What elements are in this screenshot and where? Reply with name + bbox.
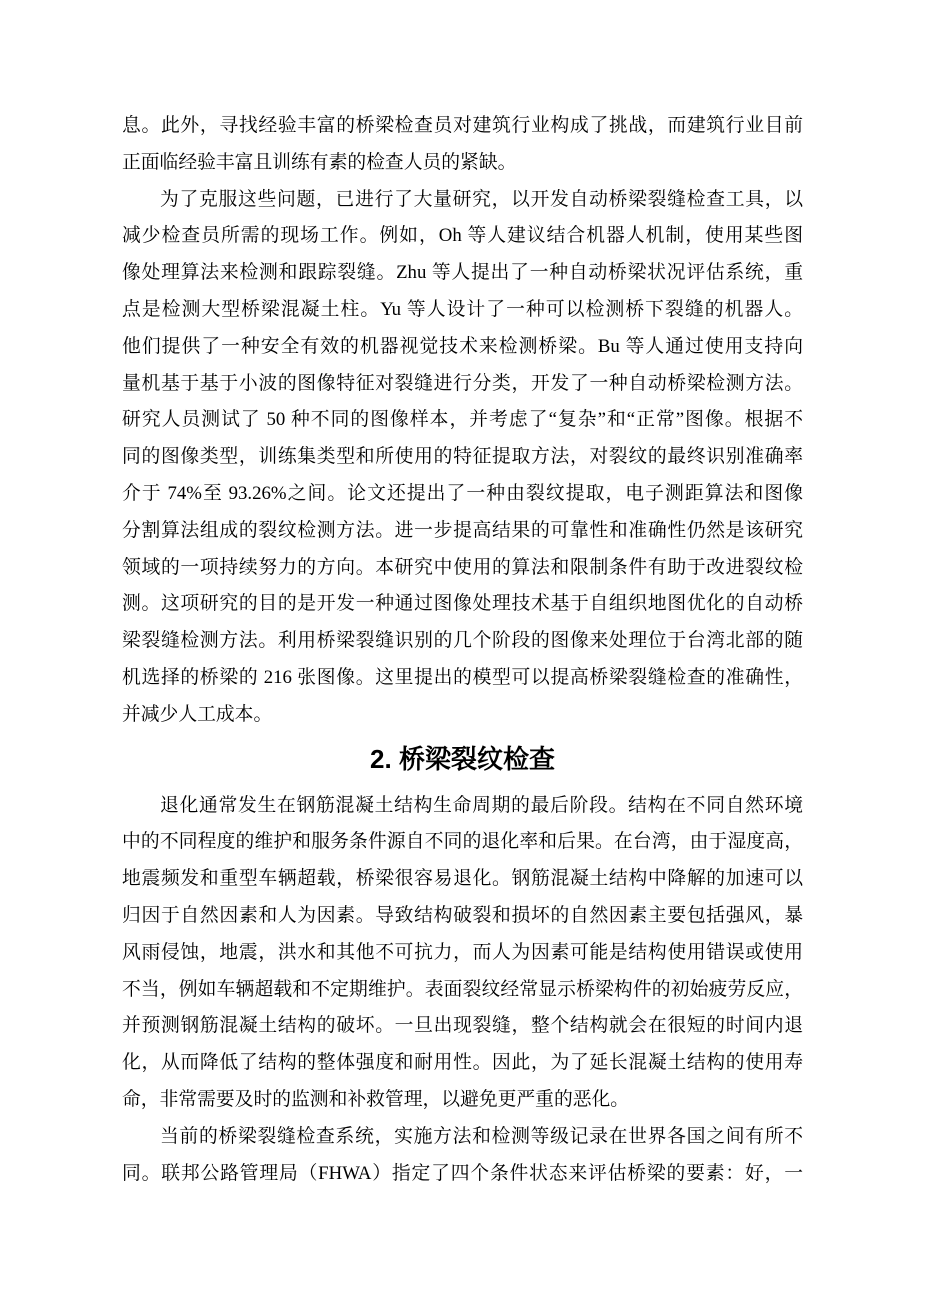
text-line: 研究人员测试了 50 种不同的图像样本，并考虑了“复杂”和“正常”图像。根据不 <box>122 409 803 431</box>
paragraph-degradation <box>122 788 803 1119</box>
text-line: 像处理算法来检测和跟踪裂缝。Zhu 等人提出了一种自动桥梁状况评估系统，重 <box>122 262 803 284</box>
paragraph-research-overview <box>122 182 803 734</box>
text-line: 机选择的桥梁的 216 张图像。这里提出的模型可以提高桥梁裂缝检查的准确性， <box>122 666 803 688</box>
text-line: 为了克服这些问题，已进行了大量研究，以开发自动桥梁裂缝检查工具，以 <box>160 188 803 210</box>
text-line: 量机基于基于小波的图像特征对裂缝进行分类，开发了一种自动桥梁检测方法。 <box>122 372 803 394</box>
text-line: 同。联邦公路管理局（FHWA）指定了四个条件状态来评估桥梁的要素：好，一 <box>122 1162 803 1184</box>
text-line: 退化通常发生在钢筋混凝土结构生命周期的最后阶段。结构在不同自然环境 <box>160 794 803 816</box>
text-line: 命，非常需要及时的监测和补救管理，以避免更严重的恶化。 <box>122 1088 630 1110</box>
text-line: 领域的一项持续努力的方向。本研究中使用的算法和限制条件有助于改进裂纹检 <box>122 556 803 578</box>
text-line: 减少检查员所需的现场工作。例如，Oh 等人建议结合机器人机制，使用某些图 <box>122 225 803 247</box>
text-line: 息。此外，寻找经验丰富的桥梁检查员对建筑行业构成了挑战，而建筑行业目前 <box>122 115 803 136</box>
text-line: 梁裂缝检测方法。利用桥梁裂缝识别的几个阶段的图像来处理位于台湾北部的随 <box>122 630 803 652</box>
text-line: 并预测钢筋混凝土结构的破坏。一旦出现裂缝，整个结构就会在很短的时间内退 <box>122 1015 803 1037</box>
text-line: 当前的桥梁裂缝检查系统，实施方法和检测等级记录在世界各国之间有所不 <box>160 1125 803 1147</box>
section-heading: 2. 桥梁裂纹检查 <box>370 743 555 774</box>
paragraph-continuation <box>122 108 803 182</box>
text-line: 并减少人工成本。 <box>122 703 273 725</box>
text-line: 测。这项研究的目的是开发一种通过图像处理技术基于自组织地图优化的自动桥 <box>122 593 803 615</box>
text-line: 不当，例如车辆超载和不定期维护。表面裂纹经常显示桥梁构件的初始疲劳反应， <box>122 978 803 1000</box>
text-column <box>122 108 803 1192</box>
text-line: 介于 74%至 93.26%之间。论文还提出了一种由裂纹提取，电子测距算法和图像 <box>122 482 803 504</box>
text-line: 风雨侵蚀，地震，洪水和其他不可抗力，而人为因素可能是结构使用错误或使用 <box>122 941 803 963</box>
text-line: 地震频发和重型车辆超载，桥梁很容易退化。钢筋混凝土结构中降解的加速可以 <box>122 868 803 890</box>
paragraph-inspection-systems <box>122 1119 803 1193</box>
text-line: 中的不同程度的维护和服务条件源自不同的退化率和后果。在台湾，由于湿度高， <box>122 831 803 853</box>
text-line: 点是检测大型桥梁混凝土柱。Yu 等人设计了一种可以检测桥下裂缝的机器人。 <box>122 298 803 320</box>
text-line: 他们提供了一种安全有效的机器视觉技术来检测桥梁。Bu 等人通过使用支持向 <box>122 335 803 357</box>
text-line: 同的图像类型，训练集类型和所使用的特征提取方法，对裂纹的最终识别准确率 <box>122 446 803 468</box>
text-line: 归因于自然因素和人为因素。导致结构破裂和损坏的自然因素主要包括强风，暴 <box>122 904 803 926</box>
text-line: 分割算法组成的裂纹检测方法。进一步提高结果的可靠性和准确性仍然是该研究 <box>122 519 803 541</box>
text-line: 正面临经验丰富且训练有素的检查人员的紧缺。 <box>122 151 517 173</box>
text-line: 化，从而降低了结构的整体强度和耐用性。因此，为了延长混凝土结构的使用寿 <box>122 1052 803 1074</box>
